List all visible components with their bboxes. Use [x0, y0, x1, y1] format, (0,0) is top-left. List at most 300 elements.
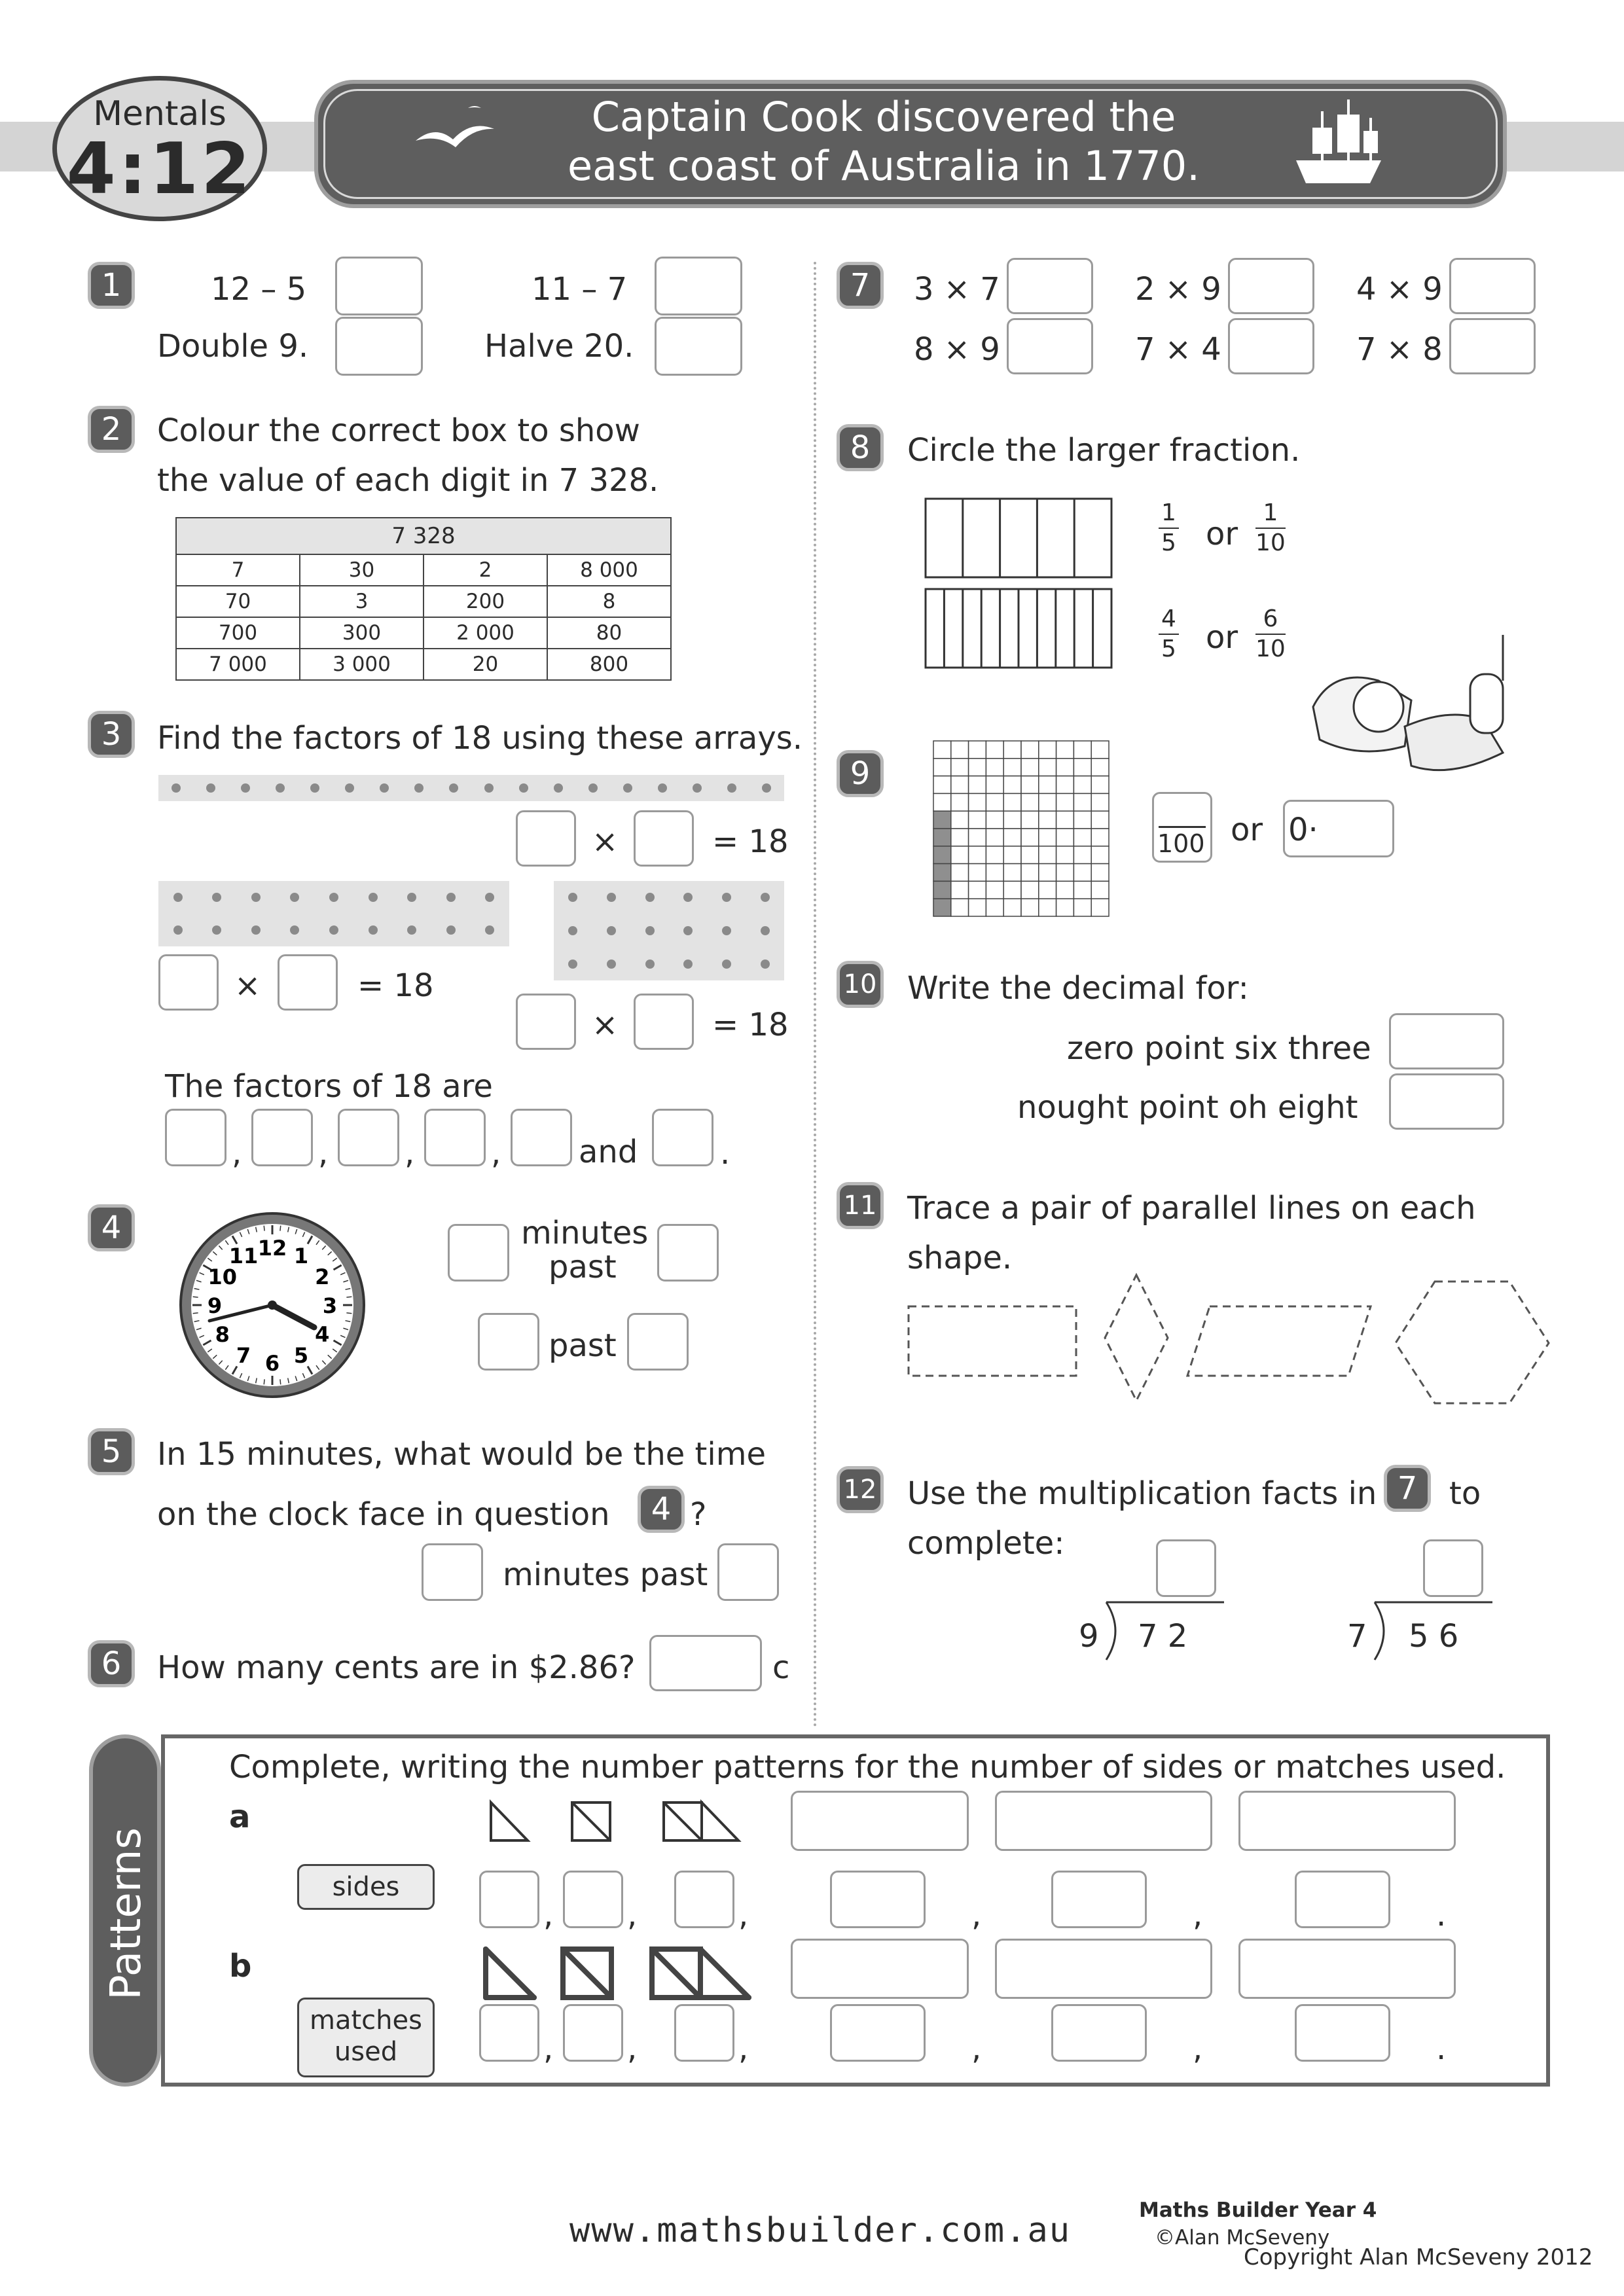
q5-line-1: In 15 minutes, what would be the time: [157, 1436, 766, 1473]
q9-fraction-bar: [1159, 826, 1206, 828]
array-dot: [290, 925, 299, 935]
grid-square: [933, 864, 951, 882]
array-dot: [722, 926, 731, 935]
array-dot: [484, 783, 494, 793]
patterns-side-label: Patterns: [102, 1827, 151, 2000]
array-dot: [251, 925, 261, 935]
q12-line-1: Use the multiplication facts in: [907, 1475, 1377, 1512]
pv-cell[interactable]: 2: [424, 554, 547, 586]
grid-square: [969, 829, 986, 846]
clock-number: 9: [207, 1293, 223, 1318]
dashed-hexagon: [1396, 1282, 1549, 1403]
array-dot: [446, 893, 456, 902]
array-dot: [683, 893, 693, 902]
q3-factor-c2[interactable]: [634, 994, 694, 1050]
pv-cell[interactable]: 7 000: [176, 649, 300, 680]
grid-square: [1021, 793, 1039, 811]
pv-cell[interactable]: 8 000: [547, 554, 671, 586]
q3-factor-list-1[interactable]: [165, 1109, 226, 1166]
array-dot: [554, 783, 563, 793]
array-dot: [607, 960, 616, 969]
grid-square: [1003, 829, 1021, 846]
pattern-a-drawing-2[interactable]: [995, 1791, 1212, 1851]
q10-text-a: zero point six three: [1067, 1030, 1371, 1067]
grid-square: [1039, 881, 1056, 899]
question-number-11: 11: [837, 1182, 884, 1229]
pv-cell[interactable]: 3: [300, 586, 424, 617]
array-dot: [407, 925, 416, 935]
q6-prompt: How many cents are in $2.86?: [157, 1649, 636, 1686]
q4-hour-box[interactable]: [657, 1224, 719, 1282]
q7-answer-3[interactable]: [1449, 258, 1536, 314]
grid-square: [1074, 899, 1091, 916]
array-dot: [693, 783, 702, 793]
array-dot: [380, 783, 389, 793]
grid-square: [951, 741, 969, 759]
grid-square: [1074, 864, 1091, 882]
q3-prompt: Find the factors of 18 using these arrays.: [157, 720, 803, 757]
grid-square: [1021, 881, 1039, 899]
grid-square: [951, 881, 969, 899]
question-number-8: 8: [837, 424, 884, 471]
grid-square: [1074, 793, 1091, 811]
grid-square: [1003, 864, 1021, 882]
q7-item-4: 8 × 9: [914, 331, 1000, 368]
mentals-label: Mentals: [93, 94, 226, 134]
clock-number: 4: [315, 1322, 330, 1347]
pv-cell[interactable]: 70: [176, 586, 300, 617]
grid-square: [951, 793, 969, 811]
sailing-ship-icon: [1286, 92, 1391, 196]
grid-square: [1074, 811, 1091, 829]
q3-factor-b1[interactable]: [158, 954, 219, 1011]
question-number-9: 9: [837, 750, 884, 797]
pattern-comma: ,: [1193, 2030, 1203, 2067]
array-dot: [519, 783, 528, 793]
grid-square: [1074, 741, 1091, 759]
array-dot: [276, 783, 285, 793]
q12-quotient-1[interactable]: [1156, 1539, 1216, 1597]
array-dot: [645, 893, 655, 902]
q10-answer-b[interactable]: [1389, 1073, 1504, 1130]
q3-factor-a1[interactable]: [516, 810, 576, 867]
array-dot: [762, 783, 771, 793]
q3-equals-3: = 18: [712, 1007, 789, 1043]
q9-decimal-prefix: 0·: [1288, 812, 1318, 848]
grid-square: [951, 759, 969, 776]
place-value-title: 7 328: [176, 518, 671, 554]
array-dot: [329, 925, 338, 935]
grid-square: [933, 881, 951, 899]
q3-comma: ,: [232, 1135, 242, 1172]
q1-answer-c[interactable]: [335, 317, 423, 376]
q3-factor-list-3[interactable]: [338, 1109, 399, 1166]
array-dot: [449, 783, 458, 793]
mentals-number: 4:12: [66, 128, 253, 210]
q3-factor-list-6[interactable]: [652, 1109, 713, 1166]
banner-line-2: east coast of Australia in 1770.: [568, 142, 1200, 190]
grid-square: [1056, 899, 1074, 916]
q12-to: to: [1449, 1475, 1481, 1512]
pv-cell[interactable]: 2 000: [424, 617, 547, 649]
question-number-12: 12: [837, 1466, 884, 1513]
q1-expr-a: 12 – 5: [211, 271, 307, 308]
array-dot: [212, 893, 221, 902]
array-dot: [623, 783, 632, 793]
q8-fraction-2b[interactable]: $\frac{6}{10}$: [1255, 605, 1286, 662]
grid-square: [986, 759, 1003, 776]
pv-cell[interactable]: 20: [424, 649, 547, 680]
q7-answer-5[interactable]: [1228, 318, 1314, 374]
matches-answer-box[interactable]: [830, 2004, 926, 2062]
grid-square: [951, 776, 969, 794]
pattern-comma: ,: [543, 2030, 554, 2067]
sides-label: sides: [297, 1864, 435, 1910]
grid-square: [1021, 776, 1039, 794]
matches-answer-box[interactable]: [479, 2004, 539, 2062]
q3-comma: ,: [491, 1135, 501, 1172]
grid-square: [1074, 846, 1091, 864]
pattern-b-drawing-1[interactable]: [791, 1939, 969, 1999]
matches-label-line-1: matches: [310, 2005, 422, 2036]
q1-expr-b: 11 – 7: [532, 271, 628, 308]
q3-and: and: [579, 1134, 638, 1170]
q1-answer-d[interactable]: [655, 317, 742, 376]
banner-line-1: Captain Cook discovered the: [591, 93, 1176, 141]
q2-line-2: the value of each digit in 7 328.: [157, 462, 659, 499]
grid-square: [1021, 829, 1039, 846]
array-dot: [722, 960, 731, 969]
q7-item-2: 2 × 9: [1135, 271, 1221, 308]
grid-square: [1056, 776, 1074, 794]
grid-square: [933, 811, 951, 829]
array-dot: [761, 960, 770, 969]
triangle-pattern-sequence: [487, 1799, 762, 1844]
q5-minutes-past: minutes past: [503, 1556, 708, 1593]
grid-square: [1039, 899, 1056, 916]
sides-answer-box[interactable]: [479, 1871, 539, 1928]
pv-cell[interactable]: 200: [424, 586, 547, 617]
grid-square: [1039, 793, 1056, 811]
grid-square: [1074, 829, 1091, 846]
pattern-a-drawing-1[interactable]: [791, 1791, 969, 1851]
array-dot: [645, 960, 655, 969]
grid-square: [986, 811, 1003, 829]
grid-square: [1039, 776, 1056, 794]
grid-square: [986, 793, 1003, 811]
q3-factor-c1[interactable]: [516, 994, 576, 1050]
pv-cell[interactable]: 300: [300, 617, 424, 649]
grid-square: [1021, 899, 1039, 916]
place-value-table: [175, 517, 672, 681]
matches-answer-box[interactable]: [563, 2004, 623, 2062]
pv-cell[interactable]: 30: [300, 554, 424, 586]
grid-square: [1091, 846, 1109, 864]
q3-comma: ,: [318, 1135, 329, 1172]
q2-line-1: Colour the correct box to show: [157, 412, 640, 449]
grid-square: [933, 899, 951, 916]
q4-minutes-box-2[interactable]: [478, 1313, 539, 1371]
q1-answer-a[interactable]: [335, 257, 423, 315]
q12-question-ref: 7: [1384, 1465, 1431, 1512]
grid-square: [986, 776, 1003, 794]
pv-cell[interactable]: 700: [176, 617, 300, 649]
clock-number: 11: [228, 1243, 259, 1268]
question-number-4: 4: [88, 1204, 135, 1251]
matches-answer-box[interactable]: [674, 2004, 734, 2062]
q1-answer-b[interactable]: [655, 257, 742, 315]
pattern-b-drawing-2[interactable]: [995, 1939, 1212, 1999]
array-dot: [171, 783, 181, 793]
sides-answer-box[interactable]: [1295, 1871, 1390, 1928]
array-dot: [485, 925, 494, 935]
q7-answer-1[interactable]: [1007, 258, 1093, 314]
grid-square: [1074, 759, 1091, 776]
grid-square: [1091, 881, 1109, 899]
q8-or-1: or: [1206, 516, 1238, 552]
grid-square: [986, 899, 1003, 916]
array-dot: [683, 960, 693, 969]
pv-cell[interactable]: 80: [547, 617, 671, 649]
grid-square: [1091, 759, 1109, 776]
pattern-comma: ,: [738, 2030, 749, 2067]
q7-answer-4[interactable]: [1007, 318, 1093, 374]
question-number-10: 10: [837, 961, 884, 1008]
pattern-comma: ,: [971, 2030, 982, 2067]
grid-square: [1074, 881, 1091, 899]
q3-factor-b2[interactable]: [278, 954, 338, 1011]
array-dot: [414, 783, 424, 793]
q5-line-2: on the clock face in question: [157, 1496, 610, 1533]
grid-square: [1091, 793, 1109, 811]
grid-square: [969, 741, 986, 759]
grid-square: [1003, 881, 1021, 899]
patterns-instruction: Complete, writing the number patterns for the number of sides or matches used.: [229, 1749, 1506, 1785]
column-divider: [814, 262, 816, 1728]
fraction-strip-tenths[interactable]: [924, 588, 1113, 669]
q12-dividend-2: 5 6: [1409, 1618, 1459, 1655]
q1-expr-d: Halve 20.: [484, 328, 634, 365]
q8-prompt: Circle the larger fraction.: [907, 432, 1301, 469]
grid-square: [1039, 846, 1056, 864]
pattern-a-drawing-3[interactable]: [1238, 1791, 1456, 1851]
pattern-comma: ,: [738, 1897, 749, 1933]
matches-pattern-sequence: [479, 1944, 767, 2003]
pattern-b-label: b: [229, 1948, 252, 1984]
question-number-6: 6: [88, 1640, 135, 1687]
grid-square: [1056, 793, 1074, 811]
analog-clock: [177, 1210, 368, 1401]
array-dot: [251, 893, 261, 902]
clock-number: 12: [257, 1236, 287, 1261]
array-dot: [761, 893, 770, 902]
grid-square: [969, 776, 986, 794]
array-dot: [446, 925, 456, 935]
array-dot: [329, 893, 338, 902]
array-dot: [761, 926, 770, 935]
q3-times-3: ×: [592, 1007, 619, 1043]
pattern-comma: ,: [543, 1897, 554, 1933]
pattern-comma: ,: [971, 1897, 982, 1933]
grid-square: [1091, 811, 1109, 829]
q3-factor-list-4[interactable]: [424, 1109, 486, 1166]
grid-square: [1056, 846, 1074, 864]
array-dot: [173, 893, 183, 902]
q3-factor-list-2[interactable]: [251, 1109, 313, 1166]
grid-square: [1091, 864, 1109, 882]
cartoon-illustration: [1307, 628, 1523, 783]
array-dot: [212, 925, 221, 935]
grid-square: [1074, 776, 1091, 794]
dot-array-2x9: [158, 881, 509, 946]
sides-answer-box[interactable]: [674, 1871, 734, 1928]
clock-number: 8: [215, 1322, 230, 1347]
q10-prompt: Write the decimal for:: [907, 970, 1249, 1007]
array-dot: [206, 783, 215, 793]
grid-square: [951, 846, 969, 864]
grid-square: [986, 881, 1003, 899]
q7-item-1: 3 × 7: [914, 271, 1000, 308]
question-number-1: 1: [88, 262, 135, 309]
grid-square: [1091, 741, 1109, 759]
q3-comma: ,: [405, 1135, 415, 1172]
array-dot: [173, 925, 183, 935]
q3-equals-2: = 18: [357, 967, 434, 1004]
q7-item-6: 7 × 8: [1356, 331, 1443, 368]
array-dot: [607, 893, 616, 902]
clock-number: 1: [293, 1243, 309, 1268]
q10-text-b: nought point oh eight: [1017, 1089, 1358, 1126]
q3-factor-list-5[interactable]: [511, 1109, 572, 1166]
question-number-2: 2: [88, 406, 135, 453]
grid-square: [1003, 741, 1021, 759]
array-dot: [345, 783, 354, 793]
grid-square: [1003, 899, 1021, 916]
grid-square: [1003, 811, 1021, 829]
q12-divisor-1: 9: [1079, 1618, 1099, 1655]
clock-number: 2: [315, 1265, 330, 1289]
q7-item-3: 4 × 9: [1356, 271, 1443, 308]
q7-answer-6[interactable]: [1449, 318, 1536, 374]
q3-factor-a2[interactable]: [634, 810, 694, 867]
grid-square: [1091, 829, 1109, 846]
sides-answer-box[interactable]: [830, 1871, 926, 1928]
dashed-parallelogram: [1187, 1306, 1371, 1376]
array-dot: [607, 926, 616, 935]
grid-square: [933, 759, 951, 776]
pv-cell[interactable]: 7: [176, 554, 300, 586]
q5-minutes-box[interactable]: [422, 1543, 483, 1601]
clock-number: 3: [322, 1293, 338, 1318]
clock-number: 7: [236, 1343, 251, 1369]
hundred-grid[interactable]: [932, 740, 1110, 918]
sides-answer-box[interactable]: [563, 1871, 623, 1928]
matches-used-label: [297, 1998, 435, 2077]
grid-square: [1091, 776, 1109, 794]
grid-square: [969, 881, 986, 899]
grid-square: [1039, 829, 1056, 846]
array-dot: [369, 893, 378, 902]
array-dot: [485, 893, 494, 902]
pv-cell[interactable]: 3 000: [300, 649, 424, 680]
array-dot: [568, 893, 577, 902]
grid-square: [1056, 829, 1074, 846]
grid-square: [1021, 846, 1039, 864]
grid-square: [969, 811, 986, 829]
grid-square: [933, 776, 951, 794]
grid-square: [969, 759, 986, 776]
q9-denominator: 100: [1157, 829, 1205, 858]
array-dot: [407, 893, 416, 902]
q8-fraction-2a[interactable]: $\frac{4}{5}$: [1159, 607, 1179, 661]
array-dot: [568, 960, 577, 969]
q12-dividend-1: 7 2: [1138, 1618, 1188, 1655]
q8-fraction-1a[interactable]: $\frac{1}{5}$: [1159, 501, 1179, 555]
q3-times-1: ×: [592, 823, 619, 860]
pattern-comma: ,: [627, 1897, 638, 1933]
q6-answer-box[interactable]: [649, 1635, 762, 1691]
q8-or-2: or: [1206, 619, 1238, 656]
q7-item-5: 7 × 4: [1135, 331, 1221, 368]
dashed-rhombus: [1105, 1275, 1168, 1401]
pattern-b-drawing-3[interactable]: [1238, 1939, 1456, 1999]
grid-square: [1039, 864, 1056, 882]
grid-square: [1003, 846, 1021, 864]
q4-hour-box-2[interactable]: [627, 1313, 689, 1371]
q11-shapes[interactable]: [903, 1270, 1558, 1420]
array-dot: [645, 926, 655, 935]
grid-square: [1039, 759, 1056, 776]
footer-url[interactable]: www.mathsbuilder.com.au: [569, 2211, 1072, 2250]
q5-hour-box[interactable]: [717, 1543, 779, 1601]
grid-square: [1056, 811, 1074, 829]
q3-equals-1: = 18: [712, 823, 789, 860]
pv-cell[interactable]: 800: [547, 649, 671, 680]
sides-answer-box[interactable]: [1051, 1871, 1147, 1928]
question-number-5: 5: [88, 1428, 135, 1475]
grid-square: [969, 899, 986, 916]
grid-square: [986, 741, 1003, 759]
grid-square: [1021, 759, 1039, 776]
grid-square: [1021, 811, 1039, 829]
array-dot: [568, 926, 577, 935]
q5-question-mark: ?: [690, 1496, 707, 1533]
q7-answer-2[interactable]: [1228, 258, 1314, 314]
footer-book: Maths Builder Year 4: [1139, 2198, 1377, 2222]
grid-square: [1056, 864, 1074, 882]
array-dot: [683, 926, 693, 935]
matches-answer-box[interactable]: [1295, 2004, 1390, 2062]
q10-answer-a[interactable]: [1389, 1013, 1504, 1069]
array-dot: [588, 783, 598, 793]
q8-fraction-1b[interactable]: $\frac{1}{10}$: [1255, 499, 1286, 556]
q4-minutes-box[interactable]: [448, 1224, 509, 1282]
grid-square: [951, 829, 969, 846]
footer-copyright: Copyright Alan McSeveny 2012: [1244, 2244, 1593, 2270]
array-dot: [241, 783, 250, 793]
pv-cell[interactable]: 8: [547, 586, 671, 617]
dot-array-1x18: [158, 775, 784, 801]
grid-square: [1021, 741, 1039, 759]
fraction-strip-fifths[interactable]: [924, 497, 1113, 579]
grid-square: [1003, 759, 1021, 776]
q5-question-ref: 4: [638, 1486, 685, 1533]
grid-square: [1021, 864, 1039, 882]
grid-square: [1039, 741, 1056, 759]
matches-answer-box[interactable]: [1051, 2004, 1147, 2062]
clock-number: 5: [293, 1343, 309, 1369]
q12-quotient-2[interactable]: [1423, 1539, 1483, 1597]
